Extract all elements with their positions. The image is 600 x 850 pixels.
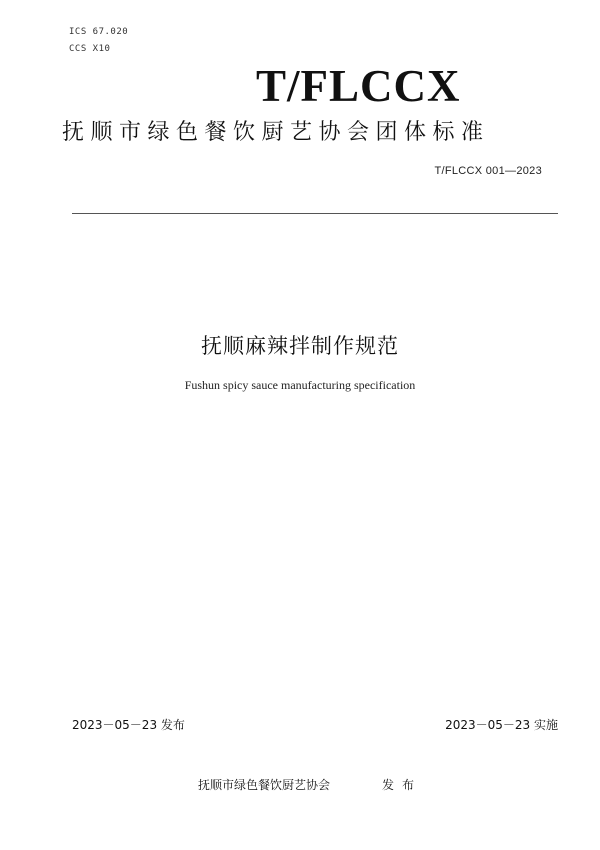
ics-code: ICS 67.020 [69, 27, 129, 37]
header-divider [72, 213, 558, 214]
document-title-english: Fushun spicy sauce manufacturing specification [184, 378, 416, 392]
standard-code-logo: T/FLCCX [256, 61, 461, 111]
ccs-code: CCS X10 [69, 44, 111, 54]
document-title-chinese: 抚顺麻辣拌制作规范 [201, 334, 399, 358]
document-number: T/FLCCX 001—2023 [434, 165, 542, 177]
issuing-organization: 抚顺市绿色餐饮厨艺协会 [198, 778, 331, 792]
implement-date: 2023－05－23 实施 [445, 718, 558, 732]
publish-date: 2023－05－23 发布 [72, 718, 185, 732]
organization-standard-title: 抚顺市绿色餐饮厨艺协会团体标准 [62, 120, 490, 145]
issue-label: 发布 [382, 778, 423, 792]
